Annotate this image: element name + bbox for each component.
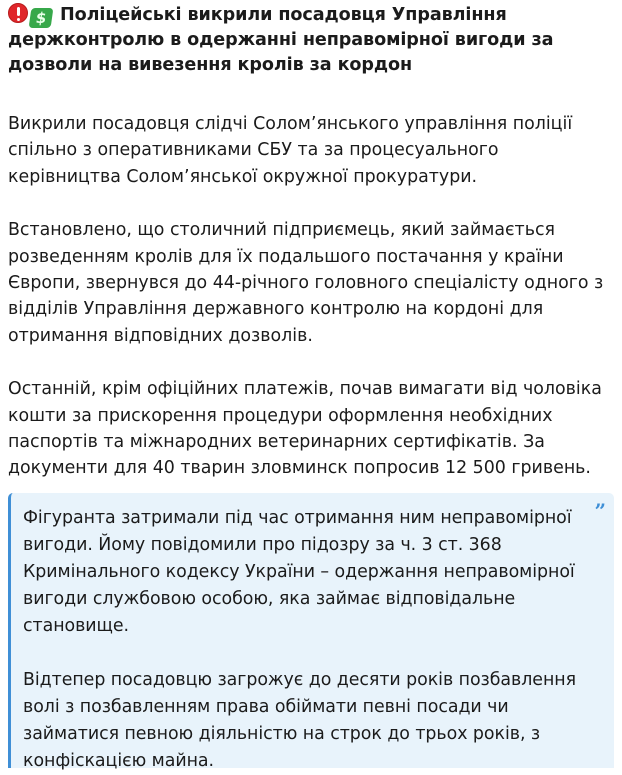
money-icon: $ xyxy=(29,8,54,28)
headline-text: Поліцейські викрили посадовця Управління держконтролю в одержанні неправомірної вигоди за дозволи на вивезення кролів за кордон xyxy=(8,5,554,75)
post-paragraph-3: Останній, крім офіційних платежів, почав вимагати від чоловіка кошти за прискорення процедури оформлення необхідних паспортів та міжнародних ветеринарних сертифікатів. За документи для 40 тварин зловминск попросив 12 500 гривень. xyxy=(8,379,602,479)
quote-paragraph-2: Відтепер посадовцю загрожує до десяти років позбавлення волі з позбавленням права обіймати певні посади чи займатися певною діяльністю на строк до трьох років, з конфіскацією майна. xyxy=(23,670,576,771)
post-paragraph-1: Викрили посадовця слідчі Солом’янського управління поліції спільно з оперативниками СБУ та за процесуального керівництва Солом’янської окружної прокуратури. xyxy=(8,114,573,187)
exclamation-icon xyxy=(8,3,28,23)
quote-block xyxy=(8,493,614,771)
quote-paragraph-1: Фігуранта затримали під час отримання ним неправомірної вигоди. Йому повідомили про підозру за ч. 3 ст. 368 Кримінального кодексу України – одержання неправомірної вигоди службовою особою, яка займає відповідальне становище. xyxy=(23,508,575,636)
post-paragraph-2: Встановлено, що столичний підприємець, який займається розведенням кролів для їх подальшого постачання у країни Європи, звернувся до 44-річного головного спеціалісту одного з відділів Управління державного контролю на кордоні для отримання відповідних дозволів. xyxy=(8,220,604,346)
quote-mark-icon: ” xyxy=(594,499,606,523)
post-headline xyxy=(8,3,614,78)
